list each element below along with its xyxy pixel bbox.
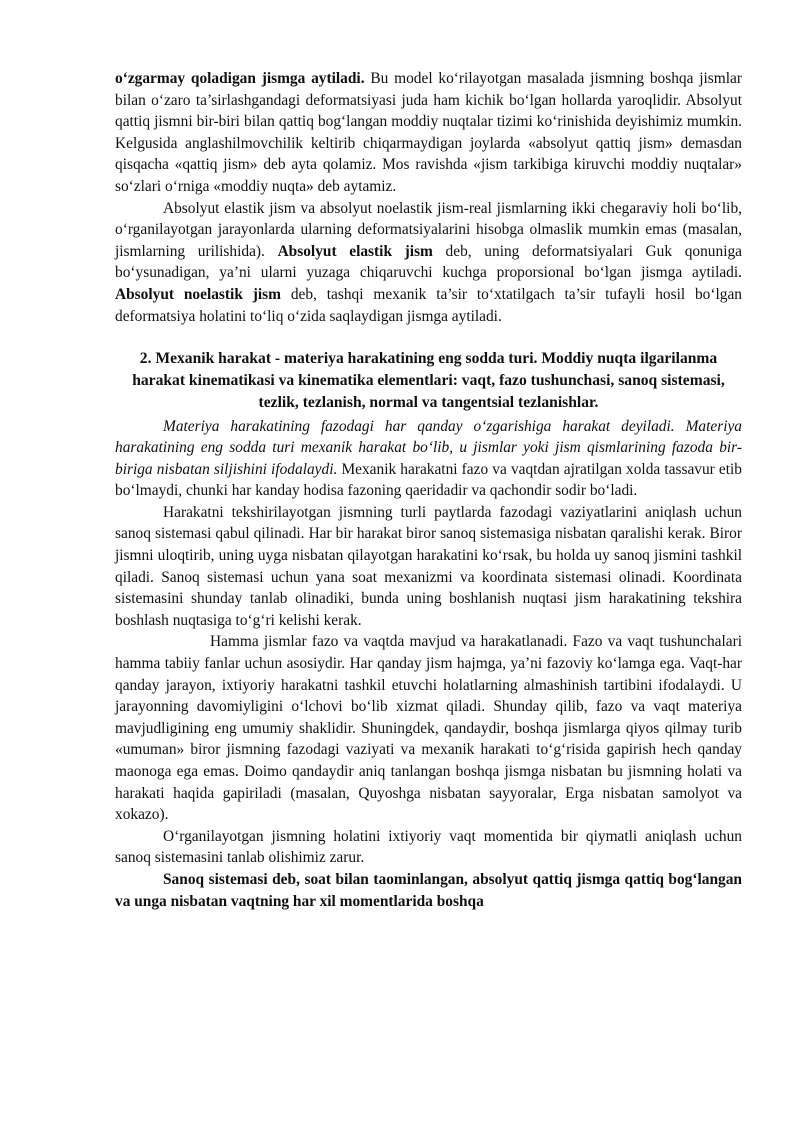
bold-text: o‘zgarmay qoladigan jismga aytiladi. — [115, 70, 365, 87]
bold-term-inelastic: Absolyut noelastik jism — [115, 285, 281, 303]
paragraph-text: deb, uning deformatsiyalari Guk qonuniga bo‘ysunadigan, ya’ni ularni yuzaga chiqaruvchi kuchga proporsional bo‘lgan jismga aytiladi. — [115, 242, 742, 282]
section-heading: 2. Mexanik harakat - materiya harakatining eng sodda turi. Moddiy nuqta ilgarilanma harakat kinematikasi va kinematika elementlari: vaqt, fazo tushunchasi, sanoq sistemasi, tezlik, tezlanish, normal va tangentsial tezlanishlar. — [132, 350, 725, 411]
paragraph-rigid-body — [115, 68, 742, 198]
paragraph-motion-definition — [115, 416, 742, 502]
bold-term-elastic: Absolyut elastik jism — [277, 242, 433, 260]
paragraph-text: Absolyut elastik jism va absolyut noelastik jism-real jismlarning ikki chegaraviy holi bo‘lib, o‘rganilayotgan jarayonlarda ularning deformatsiyalarini hisobga olmaslik mumkin emas (masalan, jismlarning urilishida). — [115, 199, 742, 260]
paragraph-text: deb, tashqi mexanik ta’sir to‘xtatilgach ta’sir tufayli hosil bo‘lgan deformatsiya holatini to‘liq o‘zida saqlaydigan jismga aytiladi. — [115, 285, 743, 325]
paragraph-position: O‘rganilayotgan jismning holatini ixtiyoriy vaqt momentida bir qiymatli aniqlash uchun sanoq sistemasini tanlab olishimiz zarur. — [115, 827, 742, 867]
document-page — [115, 68, 742, 912]
paragraph-reference-system: Harakatni tekshirilayotgan jismning turli paytlarda fazodagi vaziyatlarini aniqlash uchun sanoq sistemasi qabul qilinadi. Har bir harakat biror sanoq sistemasiga nisbatan qaralishi kerak. Biror jismni uloqtirib, uning uyga nisbatan qilayotgan harakatini ko‘rsak, bu holda uy sanoq jismini tashkil qiladi. Sanoq sistemasi uchun yana soat mexanizmi va koordinata sistemasi olinadi. Koordinata sistemasini shunday tanlab olinadiki, bunda uning boshlanish nuqtasi jism harakatining tekshira boshlash nuqtasiga to‘g‘ri kelishi kerak. — [115, 503, 742, 629]
italic-definition: Materiya harakatining fazodagi har qanday o‘zgarishiga harakat deyiladi. Materiya harakatining eng sodda turi mexanik harakat bo‘lib, u jismlar yoki jism qismlarining fazoda bir-biriga nisbatan siljishini ifodalaydi. — [115, 417, 742, 478]
paragraph-text: Bu model ko‘rilayotgan masalada jismning boshqa jismlar bilan o‘zaro ta’sirlashgandagi deformatsiyasi juda ham kichik bo‘lgan hollarda yaroqlidir. Absolyut qattiq jismni bir-biri bilan qattiq bog‘langan moddiy nuqtalar tizimi ko‘rinishida deyishimiz mumkin. Kelgusida anglashilmovchilik keltirib chiqarmaydigan joylarda «absolyut qattiq jism» demasdan qisqacha «qattiq jism» deb ayta qolamiz. Mos ravishda «jism tarkibiga kiruvchi moddiy nuqtalar» so‘zlari o‘rniga «moddiy nuqta» deb aytamiz. — [115, 70, 742, 195]
paragraph-text: Mexanik harakatni fazo va vaqtdan ajratilgan xolda tassavur etib bo‘lmaydi, chunki har kanday hodisa fazoning qaeridadir va qachondir sodir bo‘ladi. — [115, 460, 742, 500]
paragraph-space-time: Hamma jismlar fazo va vaqtda mavjud va harakatlanadi. Fazo va vaqt tushunchalari hamma tabiiy fanlar uchun asosiydir. Har qanday jism hajmga, ya’ni fazoviy ko‘lamga ega. Vaqt-har qanday jarayon, ixtiyoriy harakatni tashkil etuvchi holatlarning almashinish tartibini ifodalaydi. U jarayonning davomiyligini o‘lchovi bo‘lib xizmat qiladi. Shunday qilib, fazo va vaqt materiya mavjudligining eng umumiy shaklidir. Shuningdek, qandaydir, boshqa jismlarga qiyos qilmay turib «umuman» biror jismning fazodagi vaziyati va mexanik harakati to‘g‘risida gapirish hech qanday maonoga ega emas. Doimo qandaydir aniq tanlangan boshqa jismga nisbatan bu jismning holati va harakati haqida gapiriladi (masalan, Quyoshga nisbatan sayyoralar, Erga nisbatan samolyot va xokazo). — [115, 633, 742, 824]
paragraph-reference-definition — [115, 869, 742, 912]
paragraph-elastic-body — [115, 198, 742, 328]
bold-definition: Sanoq sistemasi deb, soat bilan taominlangan, absolyut qattiq jismga qattiq bog‘langan va unga nisbatan vaqtning har xil momentlarida boshqa — [115, 870, 742, 910]
